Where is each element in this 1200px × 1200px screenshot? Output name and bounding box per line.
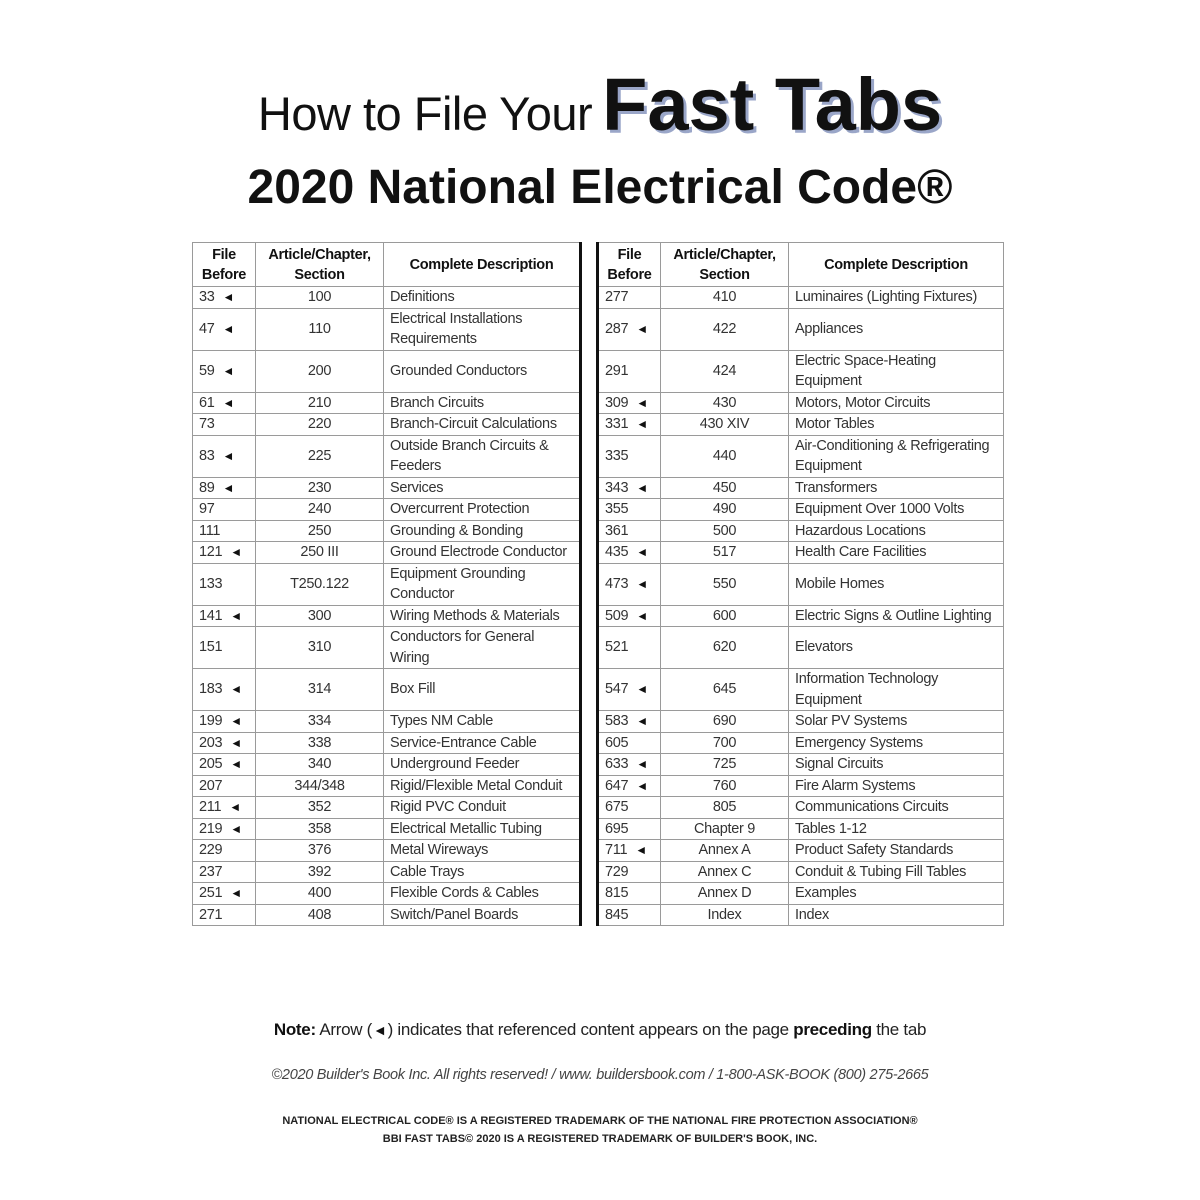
file-before-page: 509 [605, 607, 629, 624]
file-before-cell [598, 287, 661, 309]
table-row [193, 775, 1004, 797]
description-cell: Appliances [789, 308, 1004, 350]
header-file-before: File Before [598, 243, 661, 287]
file-before-cell [598, 542, 661, 564]
arrow-left-icon: ◄ [230, 735, 242, 750]
file-before-page: 121 [199, 544, 223, 560]
section-cell: 344/348 [256, 775, 384, 797]
table-row [193, 477, 1004, 499]
column-divider [581, 499, 598, 521]
file-before-page: 203 [199, 734, 223, 751]
description-cell: Tables 1-12 [789, 818, 1004, 840]
file-before-cell [193, 797, 256, 819]
header-section: Article/Chapter, Section [661, 243, 789, 287]
file-before-page: 73 [199, 416, 215, 432]
section-cell: 300 [256, 605, 384, 627]
file-before-page: 521 [605, 639, 629, 656]
section-cell: 400 [256, 883, 384, 905]
file-before-page: 89 [199, 479, 215, 496]
section-cell: 225 [256, 435, 384, 477]
description-cell: Examples [789, 883, 1004, 905]
description-cell: Equipment Over 1000 Volts [789, 499, 1004, 521]
arrow-left-icon: ◄ [636, 714, 648, 728]
section-cell: 450 [661, 477, 789, 499]
table-row [193, 308, 1004, 350]
file-before-page: 287 [605, 320, 629, 337]
section-cell: 314 [256, 669, 384, 711]
section-cell: 110 [256, 308, 384, 350]
arrow-left-icon: ◄ [230, 714, 242, 728]
file-before-cell [193, 754, 256, 776]
description-cell: Conductors for General Wiring [384, 627, 581, 669]
description-cell: Equipment Grounding Conductor [384, 563, 581, 605]
section-cell: 240 [256, 499, 384, 521]
table-row [193, 435, 1004, 477]
section-cell: 410 [661, 287, 789, 309]
table-row [193, 669, 1004, 711]
description-cell: Motors, Motor Circuits [789, 392, 1004, 414]
file-before-page: 605 [605, 734, 629, 751]
file-before-page: 111 [199, 522, 221, 539]
description-cell: Luminaires (Lighting Fixtures) [789, 287, 1004, 309]
description-cell: Mobile Homes [789, 563, 1004, 605]
file-before-cell [193, 818, 256, 840]
column-divider [581, 605, 598, 627]
file-before-page: 331 [605, 416, 629, 432]
description-cell: Health Care Facilities [789, 542, 1004, 564]
section-cell: 550 [661, 563, 789, 605]
column-divider [581, 818, 598, 840]
file-before-cell [598, 414, 661, 436]
column-divider [581, 732, 598, 754]
file-before-cell [598, 627, 661, 669]
section-cell: 422 [661, 308, 789, 350]
section-cell: Annex C [661, 861, 789, 883]
file-before-page: 435 [605, 544, 629, 560]
section-cell: 250 [256, 520, 384, 542]
file-before-cell [598, 392, 661, 414]
file-before-page: 207 [199, 777, 223, 794]
section-cell: 424 [661, 350, 789, 392]
section-cell: 200 [256, 350, 384, 392]
file-before-cell [193, 669, 256, 711]
column-divider [581, 840, 598, 862]
arrow-left-icon: ◄ [636, 778, 648, 793]
section-cell: 600 [661, 605, 789, 627]
description-cell: Ground Electrode Conductor [384, 542, 581, 564]
section-cell: 490 [661, 499, 789, 521]
description-cell: Overcurrent Protection [384, 499, 581, 521]
file-before-cell [598, 711, 661, 733]
file-before-cell [193, 414, 256, 436]
description-cell: Underground Feeder [384, 754, 581, 776]
section-cell: 517 [661, 542, 789, 564]
description-cell: Rigid PVC Conduit [384, 797, 581, 819]
column-divider [581, 711, 598, 733]
column-divider [581, 287, 598, 309]
description-cell: Motor Tables [789, 414, 1004, 436]
file-before-page: 33 [199, 289, 215, 305]
column-divider [581, 861, 598, 883]
file-before-cell [193, 732, 256, 754]
file-before-cell [598, 350, 661, 392]
file-before-cell [193, 542, 256, 564]
file-before-page: 133 [199, 575, 223, 592]
title-prefix: How to File Your [257, 87, 593, 140]
header-file-before: File Before [193, 243, 256, 287]
column-divider [581, 414, 598, 436]
description-cell: Electric Space-Heating Equipment [789, 350, 1004, 392]
arrow-left-icon: ◄ [636, 395, 648, 410]
description-cell: Types NM Cable [384, 711, 581, 733]
file-before-page: 309 [605, 394, 629, 411]
arrow-left-icon: ◄ [230, 682, 242, 697]
column-divider [581, 392, 598, 414]
file-before-page: 271 [199, 906, 223, 923]
file-before-cell [193, 711, 256, 733]
page-subtitle: 2020 National Electrical Code® [247, 161, 953, 214]
column-divider [581, 754, 598, 776]
column-divider [581, 477, 598, 499]
file-before-cell [598, 308, 661, 350]
table-row [193, 287, 1004, 309]
description-cell: Conduit & Tubing Fill Tables [789, 861, 1004, 883]
description-cell: Elevators [789, 627, 1004, 669]
file-before-page: 343 [605, 479, 629, 496]
table-header-row [193, 243, 1004, 287]
description-cell: Electric Signs & Outline Lighting [789, 605, 1004, 627]
description-cell: Wiring Methods & Materials [384, 605, 581, 627]
description-cell: Branch Circuits [384, 392, 581, 414]
file-before-cell [598, 732, 661, 754]
arrow-left-icon: ◄ [636, 608, 648, 623]
file-before-page: 695 [605, 820, 629, 837]
description-cell: Grounded Conductors [384, 350, 581, 392]
file-before-page: 335 [605, 447, 629, 464]
section-cell: 620 [661, 627, 789, 669]
section-cell: 230 [256, 477, 384, 499]
table-row [193, 818, 1004, 840]
note-bold: preceding [793, 1020, 872, 1039]
table-row [193, 563, 1004, 605]
description-cell: Services [384, 477, 581, 499]
section-cell: 358 [256, 818, 384, 840]
description-cell: Outside Branch Circuits & Feeders [384, 435, 581, 477]
description-cell: Emergency Systems [789, 732, 1004, 754]
file-before-cell [598, 904, 661, 926]
file-before-page: 711 [605, 842, 628, 858]
note-text-2: ) indicates that referenced content appears on the page [387, 1020, 789, 1039]
file-before-page: 205 [199, 756, 223, 772]
column-divider [581, 775, 598, 797]
table-row [193, 797, 1004, 819]
description-cell: Product Safety Standards [789, 840, 1004, 862]
column-divider [581, 435, 598, 477]
table-row [193, 711, 1004, 733]
arrow-left-icon: ◄ [636, 757, 648, 771]
arrow-left-icon: ◄ [636, 545, 648, 559]
file-before-cell [193, 605, 256, 627]
file-before-cell [193, 499, 256, 521]
section-cell: 376 [256, 840, 384, 862]
file-before-cell [598, 563, 661, 605]
table-row [193, 904, 1004, 926]
file-before-cell [193, 287, 256, 309]
file-before-cell [193, 861, 256, 883]
arrow-left-icon: ◄ [222, 395, 235, 410]
file-before-cell [598, 861, 661, 883]
arrow-left-icon: ◄ [636, 417, 648, 431]
file-before-cell [598, 883, 661, 905]
arrow-left-icon: ◄ [636, 480, 648, 495]
trademark-line: NATIONAL ELECTRICAL CODE® IS A REGISTERED TRADEMARK OF THE NATIONAL FIRE PROTECTION ASSOCIATION® [282, 1115, 918, 1127]
file-before-page: 141 [199, 607, 223, 624]
arrow-left-icon: ◄ [373, 1022, 387, 1038]
copyright-line: ©2020 Builder's Book Inc. All rights reserved! / www. buildersbook.com / 1-800-ASK-BOOK (800) 275-2665 [271, 1067, 929, 1083]
file-before-page: 277 [605, 289, 629, 305]
section-cell: 338 [256, 732, 384, 754]
section-cell: Chapter 9 [661, 818, 789, 840]
section-cell: 645 [661, 669, 789, 711]
file-before-cell [598, 840, 661, 862]
table-row [193, 605, 1004, 627]
section-cell: T250.122 [256, 563, 384, 605]
arrow-left-icon: ◄ [635, 843, 647, 857]
file-before-page: 845 [605, 906, 629, 923]
section-cell: 690 [661, 711, 789, 733]
table-row [193, 840, 1004, 862]
file-before-cell [193, 883, 256, 905]
description-cell: Information Technology Equipment [789, 669, 1004, 711]
arrow-left-icon: ◄ [636, 321, 648, 336]
file-before-page: 251 [199, 885, 223, 901]
description-cell: Air-Conditioning & Refrigerating Equipment [789, 435, 1004, 477]
column-divider [581, 797, 598, 819]
column-divider [581, 883, 598, 905]
table-row [193, 732, 1004, 754]
column-divider [581, 627, 598, 669]
section-cell: 440 [661, 435, 789, 477]
file-before-cell [598, 499, 661, 521]
file-before-page: 199 [199, 713, 223, 729]
file-before-page: 47 [199, 320, 215, 337]
file-before-page: 237 [199, 863, 223, 880]
header-description: Complete Description [384, 243, 581, 287]
arrow-left-icon: ◄ [230, 757, 242, 771]
arrow-left-icon: ◄ [229, 800, 241, 814]
file-before-cell [598, 435, 661, 477]
description-cell: Electrical Metallic Tubing [384, 818, 581, 840]
section-cell: 352 [256, 797, 384, 819]
file-before-page: 151 [199, 639, 223, 656]
arrow-note [0, 1020, 1200, 1040]
column-divider [581, 350, 598, 392]
description-cell: Service-Entrance Cable [384, 732, 581, 754]
file-before-cell [193, 627, 256, 669]
file-before-page: 97 [199, 501, 215, 517]
table-row [193, 499, 1004, 521]
section-cell: 760 [661, 775, 789, 797]
file-before-page: 211 [199, 799, 222, 815]
file-before-cell [598, 605, 661, 627]
page-title [0, 62, 1200, 147]
file-before-page: 547 [605, 681, 629, 698]
description-cell: Electrical Installations Requirements [384, 308, 581, 350]
file-before-cell [598, 669, 661, 711]
arrow-left-icon: ◄ [222, 321, 235, 336]
file-before-cell [598, 477, 661, 499]
description-cell: Solar PV Systems [789, 711, 1004, 733]
section-cell: Index [661, 904, 789, 926]
arrow-left-icon: ◄ [222, 290, 235, 304]
note-text-3: the tab [876, 1020, 927, 1039]
file-before-cell [598, 754, 661, 776]
section-cell: 408 [256, 904, 384, 926]
file-before-page: 815 [605, 885, 629, 901]
title-emphasis: Fast Tabs [602, 63, 943, 146]
trademark-notice [0, 1112, 1200, 1148]
table-row [193, 520, 1004, 542]
section-cell: 430 XIV [661, 414, 789, 436]
file-before-page: 219 [199, 820, 223, 837]
file-before-page: 647 [605, 777, 629, 794]
file-before-page: 229 [199, 842, 223, 858]
file-before-cell [193, 840, 256, 862]
description-cell: Transformers [789, 477, 1004, 499]
section-cell: 805 [661, 797, 789, 819]
arrow-left-icon: ◄ [230, 608, 242, 623]
description-cell: Branch-Circuit Calculations [384, 414, 581, 436]
file-before-cell [598, 775, 661, 797]
trademark-line: BBI FAST TABS© 2020 IS A REGISTERED TRADEMARK OF BUILDER'S BOOK, INC. [382, 1133, 818, 1145]
section-cell: 430 [661, 392, 789, 414]
column-divider [581, 308, 598, 350]
description-cell: Index [789, 904, 1004, 926]
table-row [193, 754, 1004, 776]
file-before-page: 61 [199, 394, 215, 411]
description-cell: Hazardous Locations [789, 520, 1004, 542]
file-before-page: 633 [605, 756, 629, 772]
file-before-cell [193, 775, 256, 797]
arrow-left-icon: ◄ [636, 576, 648, 591]
arrow-left-icon: ◄ [222, 448, 235, 463]
file-before-page: 183 [199, 681, 223, 698]
section-cell: 500 [661, 520, 789, 542]
file-before-page: 361 [605, 522, 629, 539]
section-cell: Annex A [661, 840, 789, 862]
section-cell: 334 [256, 711, 384, 733]
section-cell: 700 [661, 732, 789, 754]
table-row [193, 392, 1004, 414]
file-before-page: 59 [199, 362, 215, 379]
section-cell: 310 [256, 627, 384, 669]
note-text-1: Arrow ( [319, 1020, 373, 1039]
file-before-cell [193, 563, 256, 605]
fast-tabs-table [192, 242, 1004, 926]
arrow-left-icon: ◄ [230, 821, 242, 836]
arrow-left-icon: ◄ [230, 545, 242, 559]
section-cell: 220 [256, 414, 384, 436]
section-cell: Annex D [661, 883, 789, 905]
file-before-page: 291 [605, 362, 629, 379]
arrow-left-icon: ◄ [222, 363, 235, 378]
section-cell: 100 [256, 287, 384, 309]
arrow-left-icon: ◄ [222, 480, 235, 495]
description-cell: Rigid/Flexible Metal Conduit [384, 775, 581, 797]
file-before-cell [598, 818, 661, 840]
column-divider [581, 542, 598, 564]
description-cell: Box Fill [384, 669, 581, 711]
note-label: Note: [273, 1020, 316, 1039]
file-before-cell [193, 308, 256, 350]
section-cell: 392 [256, 861, 384, 883]
file-before-page: 583 [605, 713, 629, 729]
table-row [193, 542, 1004, 564]
file-before-cell [598, 797, 661, 819]
description-cell: Flexible Cords & Cables [384, 883, 581, 905]
table-row [193, 414, 1004, 436]
arrow-left-icon: ◄ [230, 886, 242, 900]
file-before-cell [193, 392, 256, 414]
column-divider [581, 243, 598, 287]
header-description: Complete Description [789, 243, 1004, 287]
file-before-cell [193, 477, 256, 499]
file-before-cell [193, 904, 256, 926]
file-before-page: 355 [605, 501, 629, 517]
description-cell: Definitions [384, 287, 581, 309]
column-divider [581, 669, 598, 711]
description-cell: Grounding & Bonding [384, 520, 581, 542]
table-row [193, 861, 1004, 883]
table-row [193, 350, 1004, 392]
header-section: Article/Chapter, Section [256, 243, 384, 287]
description-cell: Communications Circuits [789, 797, 1004, 819]
table-row [193, 883, 1004, 905]
column-divider [581, 904, 598, 926]
description-cell: Metal Wireways [384, 840, 581, 862]
file-before-page: 675 [605, 799, 629, 815]
file-before-cell [193, 350, 256, 392]
description-cell: Switch/Panel Boards [384, 904, 581, 926]
section-cell: 725 [661, 754, 789, 776]
file-before-page: 83 [199, 447, 215, 464]
file-before-page: 729 [605, 863, 629, 880]
file-before-cell [598, 520, 661, 542]
file-before-page: 473 [605, 575, 629, 592]
description-cell: Fire Alarm Systems [789, 775, 1004, 797]
file-before-cell [193, 435, 256, 477]
section-cell: 340 [256, 754, 384, 776]
description-cell: Signal Circuits [789, 754, 1004, 776]
description-cell: Cable Trays [384, 861, 581, 883]
arrow-left-icon: ◄ [636, 682, 648, 697]
section-cell: 210 [256, 392, 384, 414]
column-divider [581, 520, 598, 542]
section-cell: 250 III [256, 542, 384, 564]
column-divider [581, 563, 598, 605]
file-before-cell [193, 520, 256, 542]
table-row [193, 627, 1004, 669]
